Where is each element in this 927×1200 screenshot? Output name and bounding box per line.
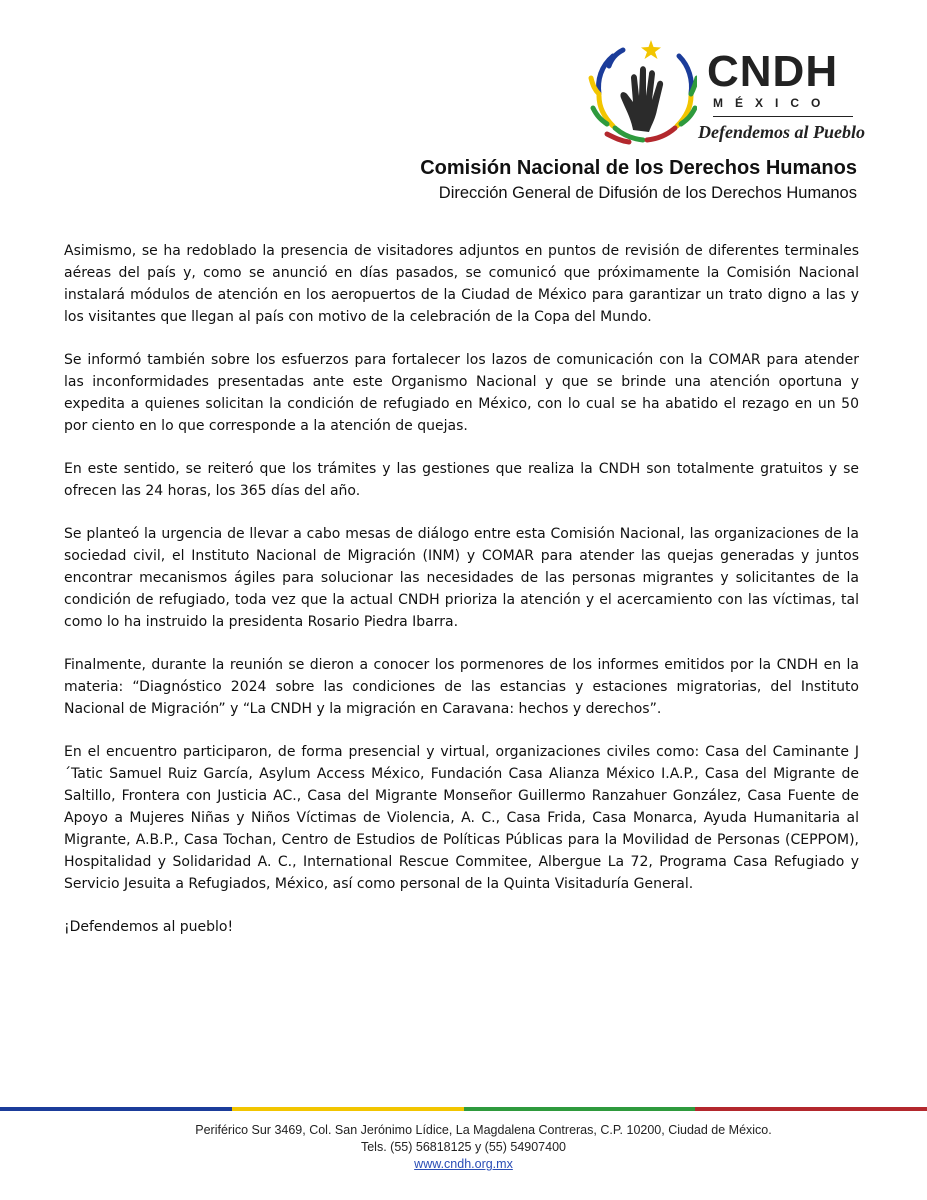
hand-laurel-emblem-icon [585, 38, 697, 148]
bar-segment-yellow [232, 1107, 464, 1111]
cndh-logo [585, 38, 865, 148]
logo-country: MÉXICO [713, 96, 833, 110]
footer-website-link[interactable]: www.cndh.org.mx [414, 1157, 513, 1171]
bar-segment-red [695, 1107, 927, 1111]
institution-title: Comisión Nacional de los Derechos Humanos [420, 157, 857, 179]
bar-segment-green [464, 1107, 696, 1111]
paragraph: En el encuentro participaron, de forma presencial y virtual, organizaciones civiles como: Casa del Caminante J´Tatic Samuel Ruiz García, Asylum Access México, Fundación Casa Alianza México I.A.P., Casa del Migrante de Saltillo, Frontera con Justicia AC., Casa del Migrante Monseñor Guillermo Ranzahuer González, Casa Fuente de Apoyo a Mujeres Niñas y Niños Víctimas de Violencia, A. C., Casa Frida, Casa Monarca, Ayuda Humanitaria al Migrante, A.B.P., Casa Tochan, Centro de Estudios de Políticas Públicas para la Movilidad de Personas (CEPPOM), Hospitalidad y Solidaridad A. C., International Rescue Commitee, Albergue La 72, Programa Casa Refugiado y Servicio Jesuita a Refugiados, México, así como personal de la Quinta Visitaduría General. [64, 744, 859, 892]
footer-phones: Tels. (55) 56818125 y (55) 54907400 [360, 1140, 566, 1154]
footer-color-bar [0, 1107, 927, 1111]
closing-line: ¡Defendemos al pueblo! [64, 919, 234, 935]
footer [0, 1122, 927, 1173]
paragraph: En este sentido, se reiteró que los trámites y las gestiones que realiza la CNDH son totalmente gratuitos y se ofrecen las 24 horas, los 365 días del año. [64, 461, 859, 499]
document-body [64, 240, 859, 959]
paragraph: Se planteó la urgencia de llevar a cabo mesas de diálogo entre esta Comisión Nacional, las organizaciones de la sociedad civil, el Instituto Nacional de Migración (INM) y COMAR para atender las quejas generadas y juntos encontrar mecanismos ágiles para solucionar las necesidades de las personas migrantes y solicitantes de la condición de refugiado, toda vez que la actual CNDH prioriza la atención y el acercamiento con las víctimas, tal como lo ha instruido la presidenta Rosario Piedra Ibarra. [64, 526, 859, 630]
logo-cndh-wordmark: CNDH [707, 47, 839, 96]
paragraph: Finalmente, durante la reunión se dieron a conocer los pormenores de los informes emitidos por la CNDH en la materia: “Diagnóstico 2024 sobre las condiciones de las estancias y estaciones migratorias, del Instituto Nacional de Migración” y “La CNDH y la migración en Caravana: hechos y derechos”. [64, 657, 859, 717]
institution-subtitle: Dirección General de Difusión de los Derechos Humanos [438, 184, 857, 202]
bar-segment-blue [0, 1107, 232, 1111]
footer-address: Periférico Sur 3469, Col. San Jerónimo Lídice, La Magdalena Contreras, C.P. 10200, Ciudad de México. [195, 1123, 772, 1137]
logo-slogan: Defendemos al Pueblo [698, 122, 865, 142]
paragraph: Se informó también sobre los esfuerzos para fortalecer los lazos de comunicación con la COMAR para atender las inconformidades presentadas ante este Organismo Nacional y que se brinde una atención oportuna y expedita a quienes solicitan la condición de refugiado en México, con lo cual se ha abatido el rezago en un 50 por ciento en lo que corresponde a la atención de quejas. [64, 352, 859, 434]
paragraph: Asimismo, se ha redoblado la presencia de visitadores adjuntos en puntos de revisión de diferentes terminales aéreas del país y, como se anunció en días pasados, se comunicó que próximamente la Comisión Nacional instalará módulos de atención en los aeropuertos de la Ciudad de México para garantizar un trato digno a las y los visitantes que llegan al país con motivo de la celebración de la Copa del Mundo. [64, 243, 859, 325]
logo-divider [713, 116, 853, 117]
